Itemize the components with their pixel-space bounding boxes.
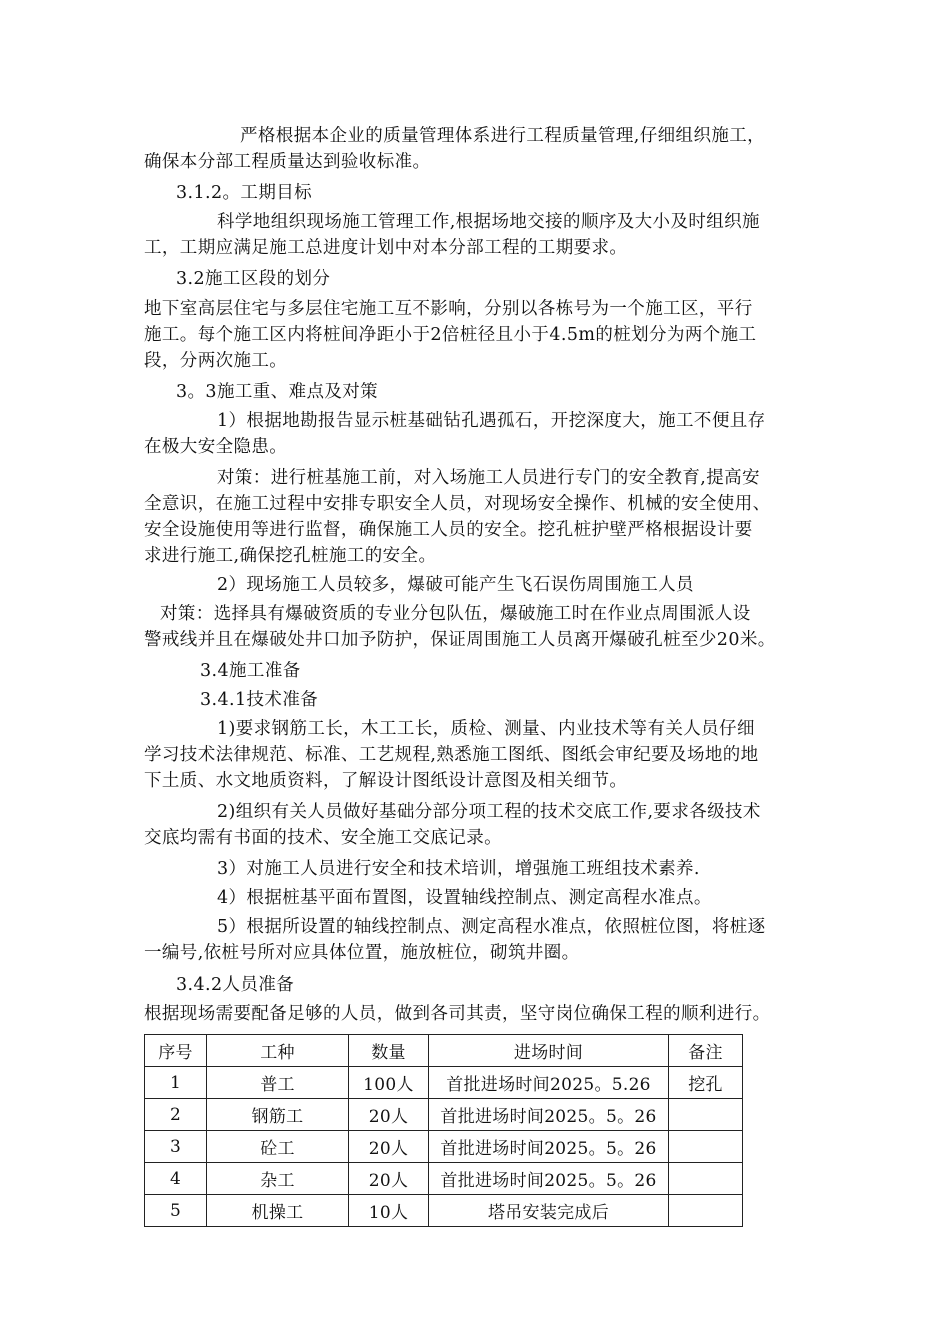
paragraph-line: 在极大安全隐患。 bbox=[144, 437, 288, 457]
table-cell: 5 bbox=[145, 1195, 207, 1227]
table-cell: 20人 bbox=[349, 1099, 429, 1131]
paragraph-line: 交底均需有书面的技术、安全施工交底记录。 bbox=[144, 828, 502, 848]
table-cell: 首批进场时间2025。5。26 bbox=[429, 1099, 669, 1131]
paragraph-line: 4）根据桩基平面布置图，设置轴线控制点、测定高程水准点。 bbox=[217, 888, 712, 908]
table-cell: 杂工 bbox=[207, 1163, 349, 1195]
table-row bbox=[145, 1067, 743, 1099]
table-cell: 4 bbox=[145, 1163, 207, 1195]
paragraph-line: 全意识，在施工过程中安排专职安全人员，对现场安全操作、机械的安全使用、 bbox=[144, 494, 771, 514]
paragraph-line: 根据现场需要配备足够的人员，做到各司其责，坚守岗位确保工程的顺利进行。 bbox=[144, 1004, 771, 1024]
table-row bbox=[145, 1131, 743, 1163]
table-row bbox=[145, 1099, 743, 1131]
personnel-table bbox=[144, 1034, 743, 1227]
table-row bbox=[145, 1163, 743, 1195]
paragraph-line: 对策：进行桩基施工前，对入场施工人员进行专门的安全教育,提高安 bbox=[217, 468, 760, 488]
table-cell: 首批进场时间2025。5。26 bbox=[429, 1163, 669, 1195]
header-cell: 备注 bbox=[669, 1035, 743, 1067]
paragraph-line: 1）根据地勘报告显示桩基础钻孔遇孤石，开挖深度大，施工不便且存 bbox=[217, 411, 766, 431]
section-heading: 3.2施工区段的划分 bbox=[176, 269, 331, 289]
table-cell: 20人 bbox=[349, 1131, 429, 1163]
table-cell bbox=[669, 1099, 743, 1131]
table-cell: 2 bbox=[145, 1099, 207, 1131]
paragraph-line: 安全设施使用等进行监督，确保施工人员的安全。挖孔桩护壁严格根据设计要 bbox=[144, 520, 753, 540]
table-cell: 1 bbox=[145, 1067, 207, 1099]
table-header-row bbox=[145, 1035, 743, 1067]
table-cell: 机操工 bbox=[207, 1195, 349, 1227]
table-cell: 挖孔 bbox=[669, 1067, 743, 1099]
table-cell: 10人 bbox=[349, 1195, 429, 1227]
table-cell: 普工 bbox=[207, 1067, 349, 1099]
paragraph-line: 科学地组织现场施工管理工作,根据场地交接的顺序及大小及时组织施 bbox=[217, 212, 760, 232]
header-cell: 数量 bbox=[349, 1035, 429, 1067]
table-cell: 3 bbox=[145, 1131, 207, 1163]
paragraph-line: 2）现场施工人员较多，爆破可能产生飞石误伤周围施工人员 bbox=[217, 575, 694, 595]
paragraph-line: 5）根据所设置的轴线控制点、测定高程水准点，依照桩位图，将桩逐 bbox=[217, 917, 766, 937]
table-cell: 100人 bbox=[349, 1067, 429, 1099]
section-heading: 3.4施工准备 bbox=[200, 661, 301, 681]
table-row bbox=[145, 1195, 743, 1227]
table-cell: 塔吊安装完成后 bbox=[429, 1195, 669, 1227]
paragraph-line: 求进行施工,确保挖孔桩施工的安全。 bbox=[144, 546, 437, 566]
paragraph-line: 2)组织有关人员做好基础分部分项工程的技术交底工作,要求各级技术 bbox=[217, 802, 761, 822]
table-cell: 首批进场时间2025。5.26 bbox=[429, 1067, 669, 1099]
paragraph-line: 1)要求钢筋工长，木工工长，质检、测量、内业技术等有关人员仔细 bbox=[217, 719, 755, 739]
paragraph-line: 段，分两次施工。 bbox=[144, 351, 288, 371]
header-cell: 工种 bbox=[207, 1035, 349, 1067]
paragraph-line: 工，工期应满足施工总进度计划中对本分部工程的工期要求。 bbox=[144, 238, 628, 258]
header-cell: 序号 bbox=[145, 1035, 207, 1067]
table-cell bbox=[669, 1163, 743, 1195]
table-cell: 钢筋工 bbox=[207, 1099, 349, 1131]
paragraph-line: 3）对施工人员进行安全和技术培训，增强施工班组技术素养. bbox=[217, 859, 700, 879]
paragraph-line: 严格根据本企业的质量管理体系进行工程质量管理,仔细组织施工， bbox=[240, 126, 766, 146]
table-cell bbox=[669, 1131, 743, 1163]
section-heading: 3.1.2。工期目标 bbox=[176, 183, 313, 203]
header-cell: 进场时间 bbox=[429, 1035, 669, 1067]
paragraph-line: 警戒线并且在爆破处井口加予防护，保证周围施工人员离开爆破孔桩至少20米。 bbox=[144, 630, 776, 650]
section-heading: 3。3施工重、难点及对策 bbox=[176, 382, 379, 402]
table-cell: 20人 bbox=[349, 1163, 429, 1195]
paragraph-line: 一编号,依桩号所对应具体位置，施放桩位，砌筑井圈。 bbox=[144, 943, 580, 963]
paragraph-line: 施工。每个施工区内将桩间净距小于2倍桩径且小于4.5m的桩划分为两个施工 bbox=[144, 325, 757, 345]
paragraph-line: 地下室高层住宅与多层住宅施工互不影响，分别以各栋号为一个施工区，平行 bbox=[144, 299, 753, 319]
section-heading: 3.4.2人员准备 bbox=[176, 975, 295, 995]
table-cell: 砼工 bbox=[207, 1131, 349, 1163]
section-heading: 3.4.1技术准备 bbox=[200, 690, 319, 710]
table-cell bbox=[669, 1195, 743, 1227]
table-cell: 首批进场时间2025。5。26 bbox=[429, 1131, 669, 1163]
paragraph-line: 确保本分部工程质量达到验收标准。 bbox=[144, 152, 431, 172]
paragraph-line: 学习技术法律规范、标准、工艺规程,熟悉施工图纸、图纸会审纪要及场地的地 bbox=[144, 745, 759, 765]
paragraph-line: 下土质、水文地质资料，了解设计图纸设计意图及相关细节。 bbox=[144, 771, 628, 791]
paragraph-line: 对策：选择具有爆破资质的专业分包队伍，爆破施工时在作业点周围派人设 bbox=[160, 604, 751, 624]
